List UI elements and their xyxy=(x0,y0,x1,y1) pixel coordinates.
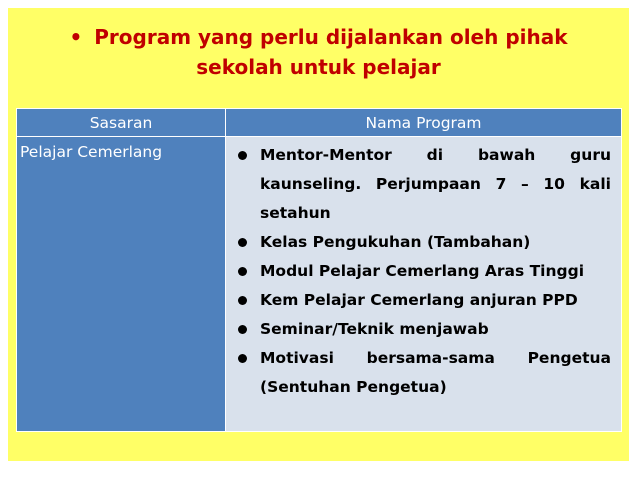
title-bullet: • xyxy=(69,25,83,49)
program-item: Kem Pelajar Cemerlang anjuran PPD xyxy=(236,286,611,315)
program-list xyxy=(236,141,611,402)
table-header-row xyxy=(17,109,622,137)
header-sasaran: Sasaran xyxy=(17,109,226,137)
program-item: Motivasi bersama-sama Pengetua (Sentuhan Pengetua) xyxy=(236,344,611,402)
slide xyxy=(8,8,629,461)
header-nama-program: Nama Program xyxy=(226,109,622,137)
programs-cell xyxy=(226,137,622,432)
program-item: Kelas Pengukuhan (Tambahan) xyxy=(236,228,611,257)
program-item: Modul Pelajar Cemerlang Aras Tinggi xyxy=(236,257,611,286)
title-line-2: sekolah untuk pelajar xyxy=(196,55,441,79)
target-cell: Pelajar Cemerlang xyxy=(17,137,226,432)
slide-title xyxy=(8,22,629,82)
program-table xyxy=(16,108,622,432)
program-item: Mentor-Mentor di bawah guru kaunseling. Perjumpaan 7 – 10 kali setahun xyxy=(236,141,611,228)
program-item: Seminar/Teknik menjawab xyxy=(236,315,611,344)
title-line-1: Program yang perlu dijalankan oleh pihak xyxy=(94,25,568,49)
table-row xyxy=(17,137,622,432)
